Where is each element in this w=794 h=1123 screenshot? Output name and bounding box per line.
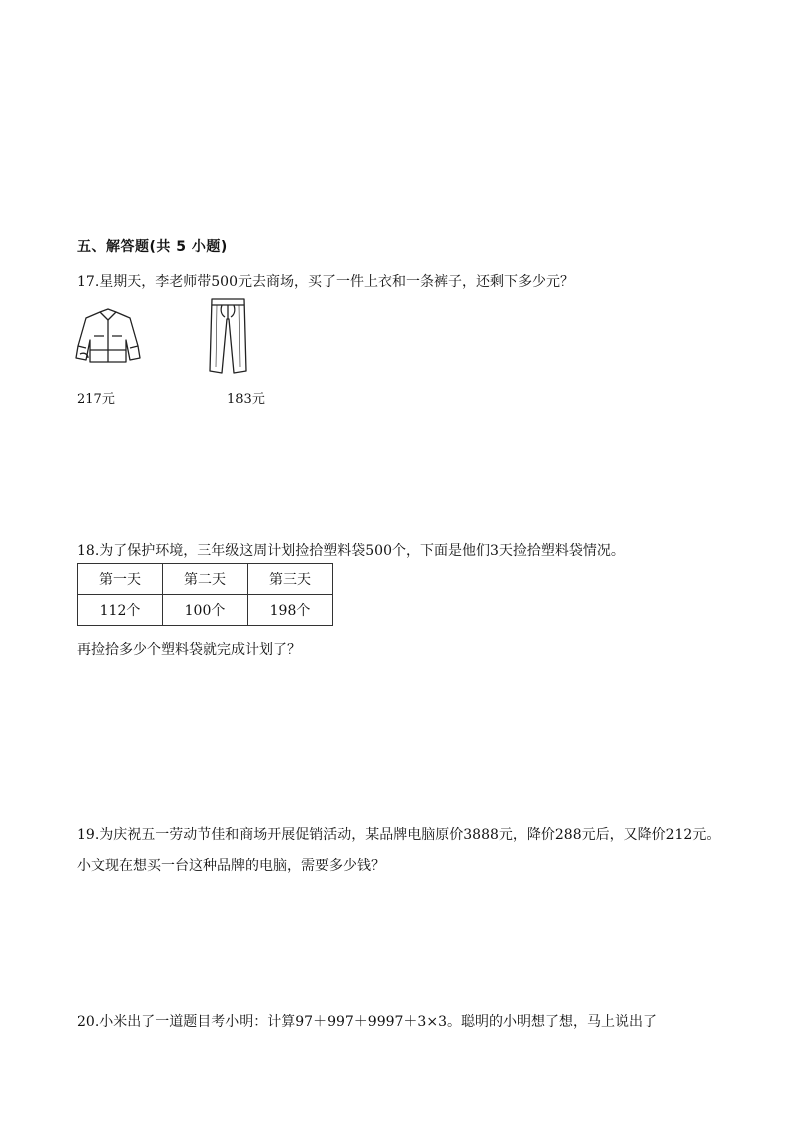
question-17: 17.星期天，李老师带500元去商场，买了一件上衣和一条裤子，还剩下多少元？ xyxy=(77,274,574,290)
pants-price: 183元 xyxy=(227,392,265,407)
jacket-icon xyxy=(74,306,142,366)
question-19: 19.为庆祝五一劳动节佳和商场开展促销活动，某品牌电脑原价3888元，降价288元后，又降价212元。小文现在想买一台这种品牌的电脑，需要多少钱？ xyxy=(77,827,721,874)
table-cell: 198个 xyxy=(248,595,333,626)
question-18: 18.为了保护环境，三年级这周计划捡拾塑料袋500个，下面是他们3天捡拾塑料袋情况。 xyxy=(77,543,625,559)
section-title: 五、解答题(共 5 小题) xyxy=(77,239,228,255)
table-header-cell: 第一天 xyxy=(78,564,163,595)
table-cell: 100个 xyxy=(163,595,248,626)
table-header-cell: 第三天 xyxy=(248,564,333,595)
question-18-ask: 再捡拾多少个塑料袋就完成计划了？ xyxy=(77,642,301,658)
collection-table xyxy=(77,563,333,626)
table-header-row xyxy=(78,564,333,595)
pants-icon xyxy=(208,297,248,375)
jacket-price: 217元 xyxy=(77,392,115,407)
table-row xyxy=(78,595,333,626)
question-20: 20.小米出了一道题目考小明：计算97＋997＋9997＋3×3。聪明的小明想了想，马上说出了 xyxy=(77,1014,657,1030)
table-cell: 112个 xyxy=(78,595,163,626)
table-header-cell: 第二天 xyxy=(163,564,248,595)
